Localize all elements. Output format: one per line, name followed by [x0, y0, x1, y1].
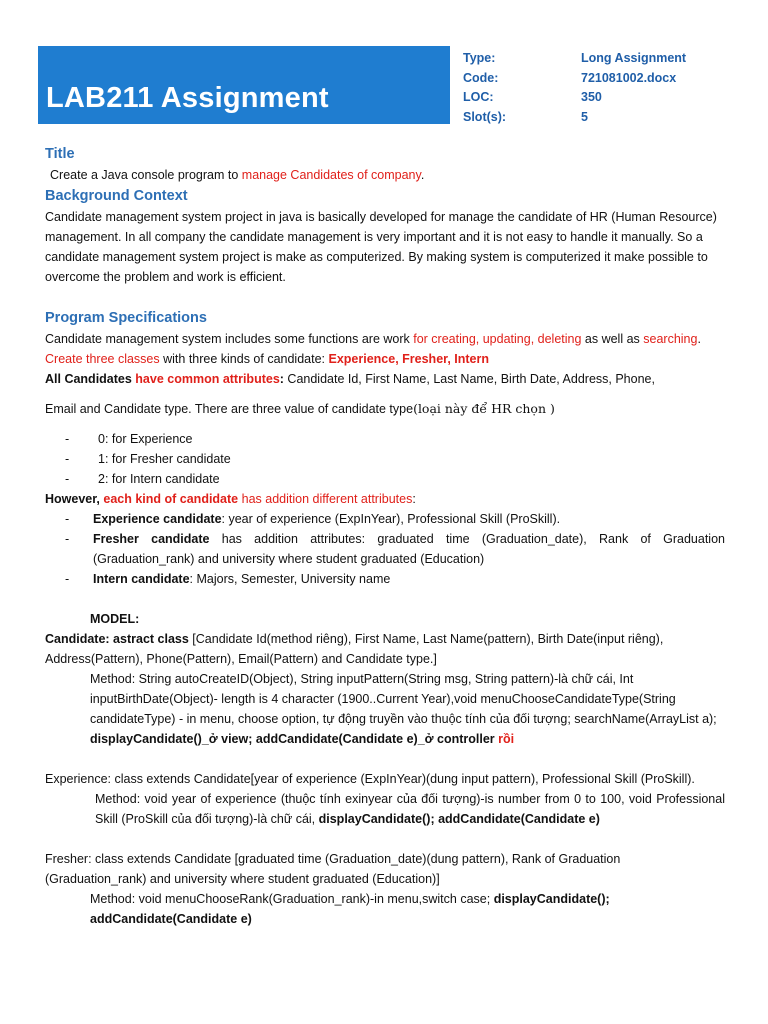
meta-key-type: Type: [463, 51, 496, 65]
meta-value-type: Long Assignment [581, 51, 687, 65]
spec-p1-red2: searching [643, 332, 698, 346]
meta-keys [463, 49, 506, 127]
model-label: MODEL: [90, 612, 140, 626]
kind-text: has addition attributes: graduated time (Graduation_date), Rank of Graduation (Graduation_rank) and university where student graduated (Education) [93, 532, 725, 566]
spec-candidate-type [45, 399, 725, 419]
spacer [45, 749, 725, 769]
model-fresher-method-b: displayCandidate(); addCandidate(Candidate e) [90, 892, 610, 926]
spec-p3-b2: : [279, 372, 284, 386]
model-candidate-text: [Candidate Id(method riêng), First Name, Last Name(pattern), Birth Date(input riêng), Address(Pattern), Phone(Pattern), Email(Pattern) and Candidate type.] [45, 632, 664, 666]
spec-p5-c: : [412, 492, 416, 506]
list-item [65, 569, 725, 589]
model-experience: Experience: class extends Candidate[year of experience (ExpInYear)(dung input pattern), Professional Skill (ProSkill). [45, 772, 695, 786]
model-fresher: Fresher: class extends Candidate [graduated time (Graduation_date)(dung pattern), Rank of Graduation (Graduation_rank) and university where student graduated (Education)] [45, 852, 621, 886]
document-body [45, 143, 725, 929]
spec-p4-vn: (loại này để HR chọn ) [413, 401, 555, 416]
kind-text: : year of experience (ExpInYear), Professional Skill (ProSkill). [221, 512, 561, 526]
spec-p2-redb: Experience, Fresher, Intern [328, 352, 489, 366]
spec-p2-red: Create three classes [45, 352, 160, 366]
spec-p3-text: Candidate Id, First Name, Last Name, Birth Date, Address, Phone, [283, 372, 655, 386]
background-heading: Background Context [45, 188, 188, 204]
spec-p5-redb: each kind of candidate [103, 492, 239, 506]
model-fresher-method [45, 889, 725, 929]
spec-p3-b1: All Candidates [45, 372, 136, 386]
spec-functions [45, 329, 725, 349]
spacer [45, 829, 725, 849]
list-item: - 0: for Experience [65, 429, 725, 449]
model-candidate-method [45, 669, 725, 749]
meta-key-slots: Slot(s): [463, 109, 507, 124]
kind-name: Fresher candidate [93, 532, 210, 546]
candidate-kind-list [45, 509, 725, 589]
title-text-red: manage Candidates of company [241, 168, 421, 182]
spacer [45, 389, 725, 399]
spec-p1-c: . [697, 332, 701, 346]
title-text-b: . [420, 168, 425, 182]
list-item: - 1: for Fresher candidate [65, 449, 725, 469]
title-text-a: Create a Java console program to [50, 168, 242, 182]
spec-p3-redb: have common attributes [135, 372, 280, 386]
document-title: LAB211 Assignment [46, 82, 329, 114]
spec-p1-red1: for creating, updating, deleting [413, 332, 582, 346]
spec-p1-b: as well as [581, 332, 644, 346]
spacer [45, 589, 725, 609]
spec-classes [45, 349, 725, 369]
meta-value-loc: 350 [581, 90, 602, 104]
meta-value-code: 721081002.docx [581, 70, 677, 85]
kind-text: : Majors, Semester, University name [189, 572, 391, 586]
list-item: - 2: for Intern candidate [65, 469, 725, 489]
candidate-type-list [45, 429, 725, 489]
title-heading: Title [45, 146, 75, 162]
model-candidate [45, 629, 725, 669]
title-text [45, 165, 725, 185]
meta-key-loc: LOC: [463, 90, 494, 104]
background-text: Candidate management system project in java is basically developed for manage the candidate of HR (Human Resource) management. In all company the candidate management is very important and it is not easy to handle it manually. So a candidate management system project is make as computerized. By making system is computerized it make possible to overcome the problem and work is efficient. [45, 210, 717, 284]
spec-p1-a: Candidate management system includes some functions are work [45, 332, 414, 346]
spec-p5-red: has addition different attributes [238, 492, 413, 506]
model-experience-method [45, 789, 725, 829]
spacer [45, 419, 725, 429]
model-candidate-method-text: Method: String autoCreateID(Object), String inputPattern(String msg, String pattern)-là chữ cái, Int inputBirthDate(Object)- length is 4 character (1900..Current Year),void menuChooseCandidateType(String candidateType) - in menu, choose option, tự động truyền vào thuộc tính của đối tượng; searchName(ArrayList a); [90, 672, 717, 726]
spec-heading: Program Specifications [45, 310, 207, 326]
model-fresher-method-text: Method: void menuChooseRank(Graduation_rank)-in menu,switch case; [90, 892, 494, 906]
list-item [65, 529, 725, 569]
meta-value-slots: 5 [581, 109, 588, 124]
title-banner [38, 46, 450, 124]
spec-p5-b: However, [45, 492, 104, 506]
model-experience-method-text: Method: void year of experience (thuộc tính exinyear của đối tượng)-is number from 0 to 100, void Professional Skill (ProSkill của đối tượng)-là chữ cái, [95, 792, 725, 826]
spec-common-attributes [45, 369, 725, 389]
kind-name: Intern candidate [93, 572, 190, 586]
model-candidate-method-red: rồi [498, 732, 515, 746]
spec-different-attributes [45, 489, 725, 509]
spec-p4-a: Email and Candidate type. There are three value of candidate type [45, 402, 414, 416]
list-item [65, 509, 725, 529]
meta-key-code: Code: [463, 70, 499, 85]
model-candidate-method-b: displayCandidate()_ở view; addCandidate(Candidate e)_ở controller [90, 732, 499, 746]
model-experience-method-b: displayCandidate(); addCandidate(Candidate e) [318, 812, 600, 826]
model-candidate-b: Candidate: astract class [45, 632, 189, 646]
meta-values [581, 49, 686, 127]
spec-p2-a: with three kinds of candidate: [159, 352, 329, 366]
spacer [45, 287, 725, 307]
kind-name: Experience candidate [93, 512, 222, 526]
